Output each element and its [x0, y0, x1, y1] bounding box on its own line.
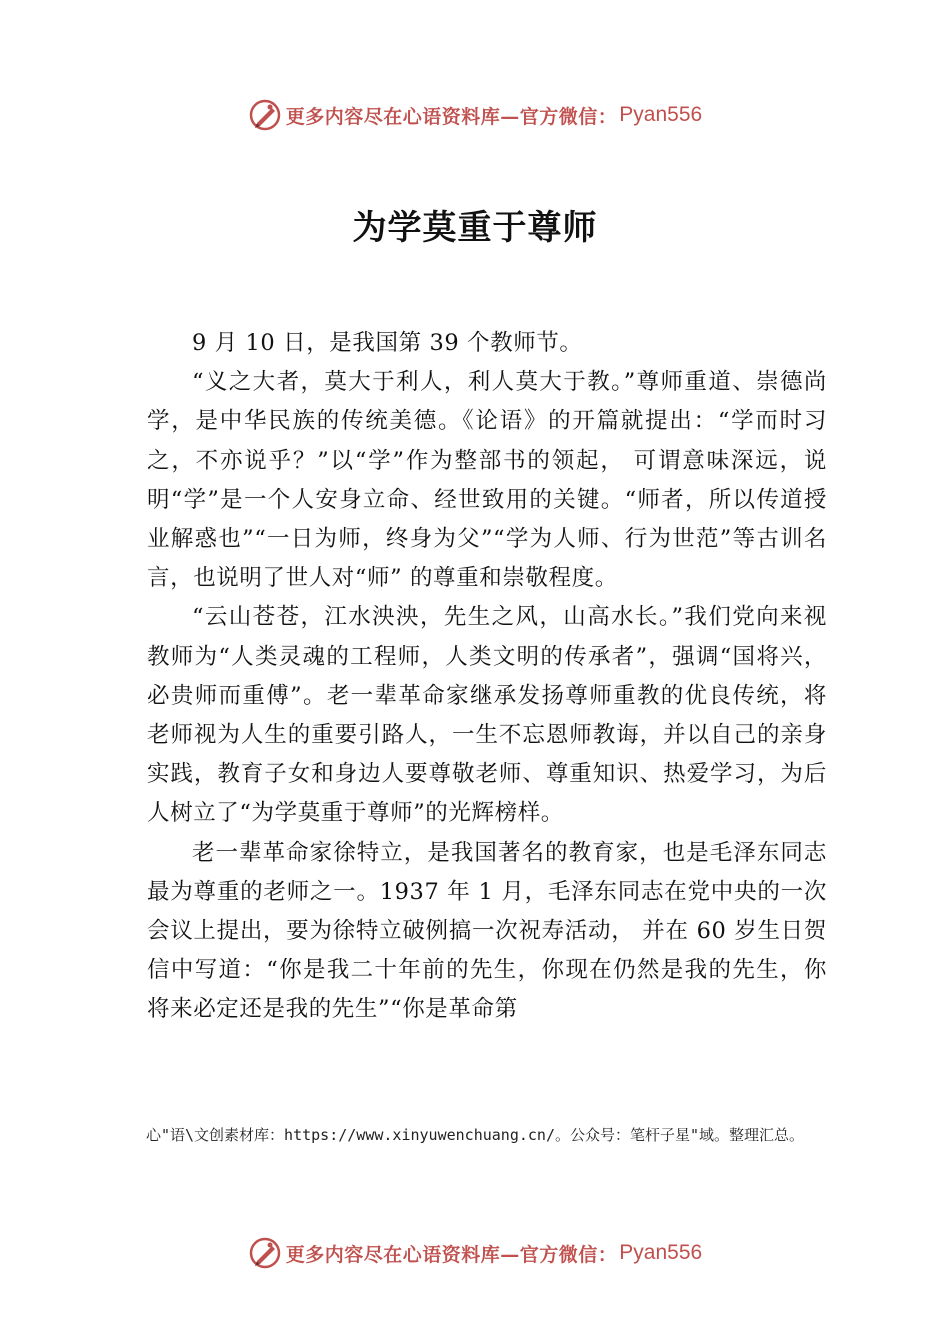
footer-banner [0, 1228, 950, 1278]
document-body [147, 324, 827, 1030]
pen-logo-icon [248, 1236, 282, 1270]
pen-logo-icon [248, 98, 282, 132]
paragraph: “云山苍苍，江水泱泱，先生之风，山高水长。”我们党向来视教师为“人类灵魂的工程师，人类文明的传承者”，强调“国将兴，必贵师而重傅”。老一辈革命家继承发扬尊师重教的优良传统，将老师视为人生的重要引路人，一生不忘恩师教诲，并以自己的亲身实践，教育子女和身边人要尊敬老师、尊重知识、热爱学习，为后人树立了“为学莫重于尊师”的光辉榜样。 [147, 604, 827, 827]
banner-text: 更多内容尽在心语资料库—官方微信： [285, 105, 618, 128]
banner-wechat-id: Pyan556 [619, 103, 703, 126]
paragraph: 9 月 10 日，是我国第 39 个教师节。 [192, 330, 583, 356]
document-title: 为学莫重于尊师 [352, 208, 598, 248]
paragraph: “义之大者，莫大于利人，利人莫大于教。”尊师重道、崇德尚学，是中华民族的传统美德。《论语》的开篇就提出：“学而时习之，不亦说乎？”以“学”作为整部书的领起， 可谓意味深远，说明“学”是一个人安身立命、经世致用的关键。“师者，所以传道授业解惑也”“一日为师，终身为父”“学为人师、行为世范”等古训名言，也说明了世人对“师” 的尊重和崇敬程度。 [147, 369, 827, 592]
banner-wechat-id: Pyan556 [619, 1241, 703, 1264]
header-banner [0, 90, 950, 140]
paragraph: 老一辈革命家徐特立，是我国著名的教育家，也是毛泽东同志最为尊重的老师之一。1937 年 1 月，毛泽东同志在党中央的一次会议上提出，要为徐特立破例搞一次祝寿活动， 并在 60 岁生日贺信中写道：“你是我二十年前的先生，你现在仍然是我的先生，你将来必定还是我的先生”“你是革命第 [147, 839, 827, 1023]
source-footnote: 心"语\文创素材库：https://www.xinyuwenchuang.cn/。公众号：笔杆子星"域。整理汇总。 [145, 1126, 805, 1144]
banner-text: 更多内容尽在心语资料库—官方微信： [285, 1243, 618, 1266]
